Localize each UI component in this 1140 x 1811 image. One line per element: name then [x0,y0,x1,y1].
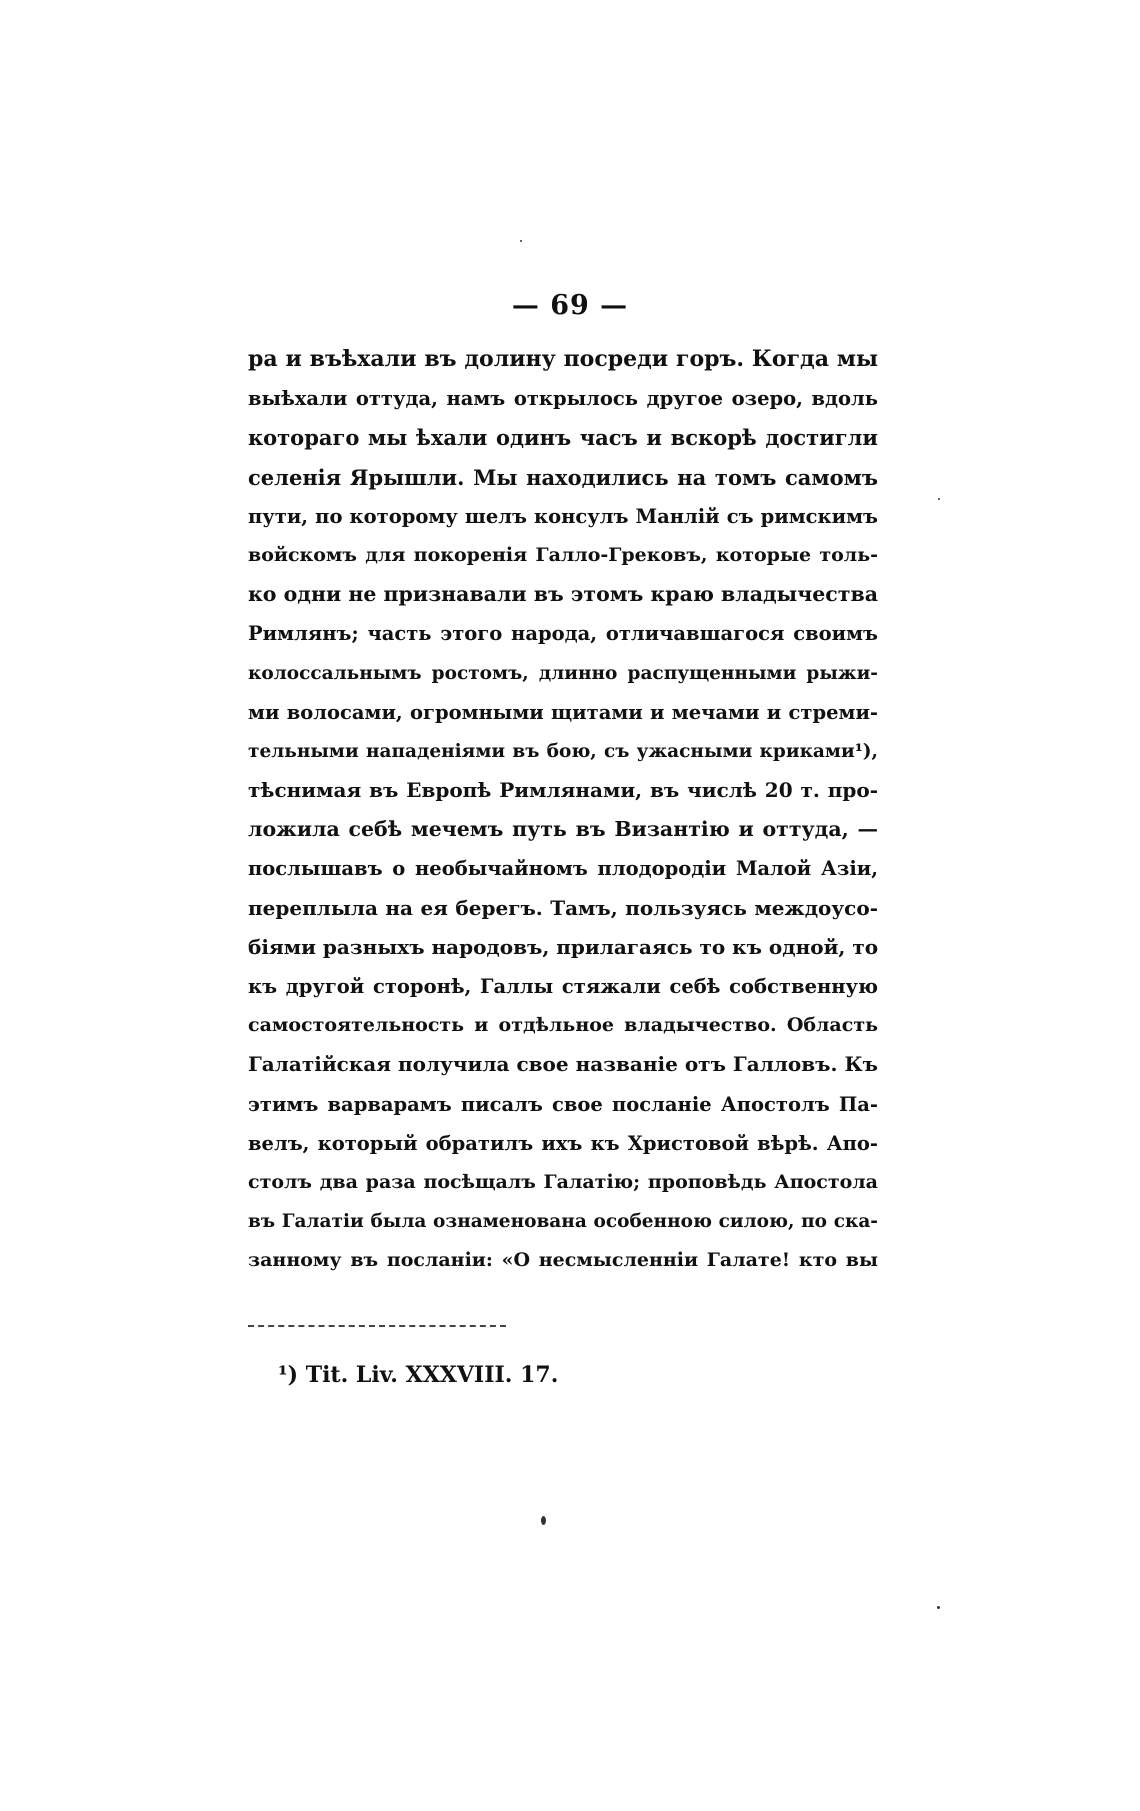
text-line: переплыла на ея берегъ. Тамъ, пользуясь междоусо- [248,895,878,920]
text-line: къ другой сторонѣ, Галлы стяжали себѣ собственную [248,975,878,998]
scan-speck [937,1606,940,1609]
scan-speck [938,498,940,500]
text-line: пути, по которому шелъ консулъ Манлій съ римскимъ [248,504,878,528]
footnote: ¹) Tit. Liv. XXXVIII. 17. [278,1362,559,1388]
text-line: этимъ варварамъ писалъ свое посланіе Апостолъ Па- [248,1092,878,1116]
text-line: тѣснимая въ Европѣ Римлянами, въ числѣ 20 т. про- [248,778,878,803]
scan-speck [520,240,522,242]
text-line: біями разныхъ народовъ, прилагаясь то къ одной, то [248,934,879,959]
text-line: самостоятельность и отдѣльное владычество. Область [248,1014,878,1037]
text-line: ми волосами, огромными щитами и мечами и стреми- [248,700,878,724]
text-line: выѣхали оттуда, намъ открылось другое озеро, вдоль [248,387,878,411]
text-line: Галатійская получила свое названіе отъ Галловъ. Къ [248,1052,878,1077]
body-text [248,340,878,1281]
text-line: Римлянъ; часть этого народа, отличавшагося своимъ [248,622,878,646]
text-line: занному въ посланіи: «О несмысленніи Галате! кто вы [248,1249,878,1272]
text-line: колоссальнымъ ростомъ, длинно распущенными рыжи- [248,662,878,684]
text-line: въ Галатіи была ознаменована особенною силою, по ска- [248,1211,878,1233]
text-line: котораго мы ѣхали одинъ часъ и вскорѣ достигли [248,425,878,451]
scan-speck [541,1516,546,1525]
text-line: ра и въѣхали въ долину посреди горъ. Когда мы [248,346,878,372]
text-line: велъ, который обратилъ ихъ къ Христовой вѣрѣ. Апо- [248,1131,878,1155]
text-line: войскомъ для покоренія Галло-Грековъ, которые толь- [248,543,878,566]
footnote-divider [248,1325,506,1327]
page-number: — 69 — [511,290,629,321]
text-line: селенія Ярышли. Мы находились на томъ самомъ [248,464,878,490]
text-line: столъ два раза посѣщалъ Галатію; проповѣдь Апостола [248,1170,878,1193]
text-line: ко одни не признавали въ этомъ краю владычества [248,582,878,607]
text-line: ложила себѣ мечемъ путь въ Византію и оттуда, — [248,817,878,842]
text-line: послышавъ о необычайномъ плодородіи Малой Азіи, [248,857,878,881]
text-line: тельными нападеніями въ бою, съ ужасными криками¹), [248,740,878,762]
